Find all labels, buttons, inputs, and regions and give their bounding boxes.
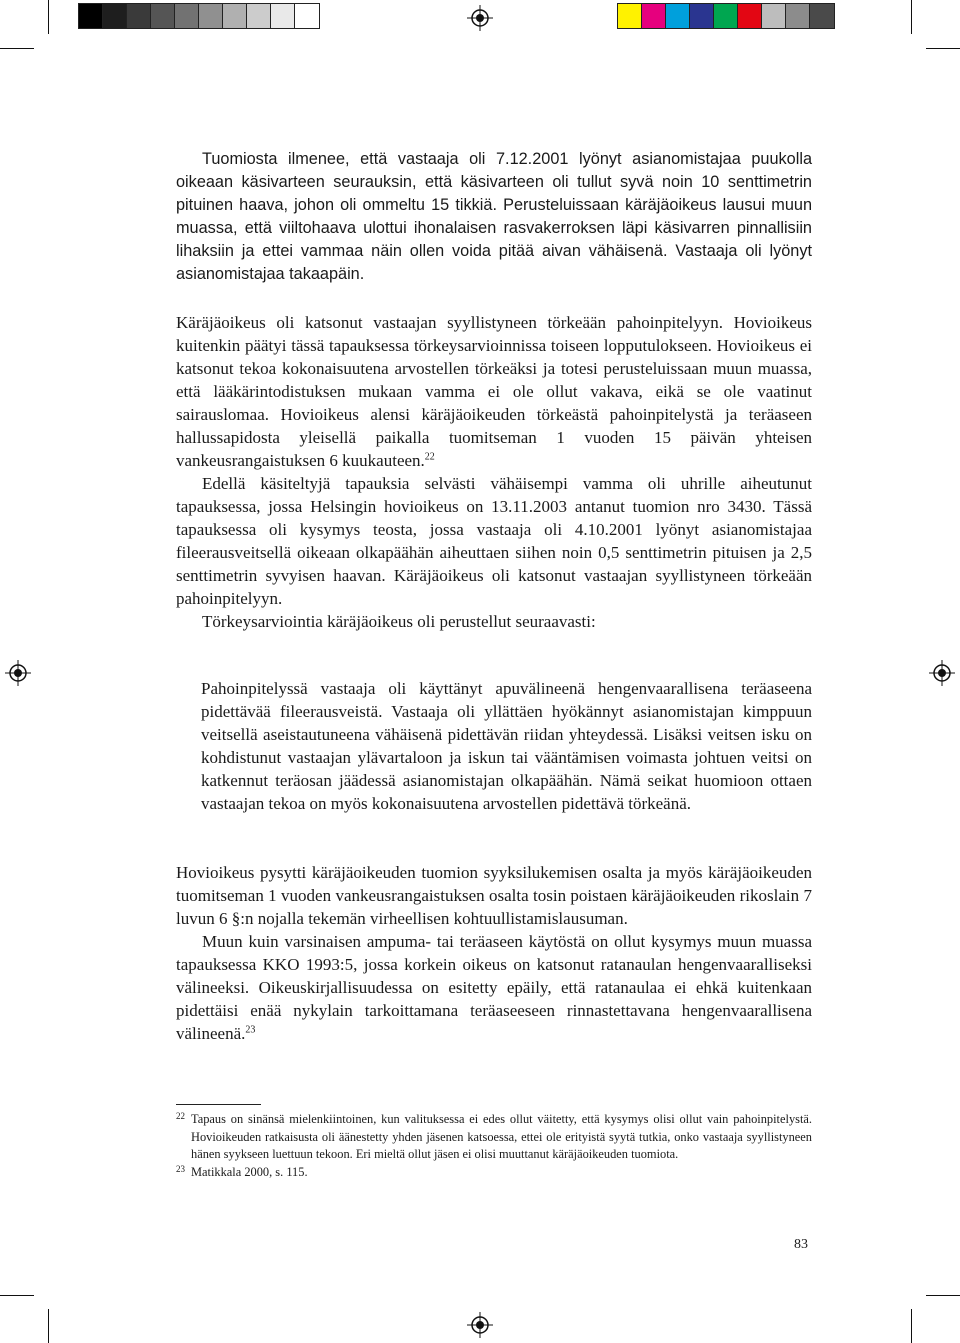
footnote-ref: 23 — [245, 1024, 256, 1036]
paragraph-case-facts: Tuomiosta ilmenee, että vastaaja oli 7.12.2001 lyönyt asianomistajaa puukolla oikeaan käsivarteen seurauksin, että käsivarteen oli tullut syvä noin 10 senttimetrin pituinen haava, johon oli ommeltu 15 tikkiä. Perusteluissaan käräjäoikeus lausui muun muassa, että viiltohaava ulottui ihonalaisen rasvakerroksen läpi käsivarren pinnallisiin lihaksiin ja ettei vammaa näin ollen voida pitää aivan vähäisenä. Vastaaja oli lyönyt asianomistajaa takaapäin. — [176, 150, 812, 283]
color-swatch — [151, 4, 175, 28]
paragraph-court-assessment — [176, 311, 812, 472]
page-body — [176, 148, 812, 286]
crop-mark — [926, 48, 960, 49]
color-swatch — [666, 4, 690, 28]
registration-mark-icon — [5, 660, 31, 686]
crop-mark — [911, 1309, 912, 1343]
color-swatch — [738, 4, 762, 28]
crop-mark — [48, 1309, 49, 1343]
footnote-ref: 22 — [424, 451, 435, 463]
registration-mark-icon — [929, 660, 955, 686]
footnote-number: 22 — [176, 1111, 185, 1121]
color-swatch — [762, 4, 786, 28]
paragraph-quote-intro: Törkeysarviointia käräjäoikeus oli perustellut seuraavasti: — [202, 612, 596, 631]
page-body — [176, 677, 812, 815]
paragraph-text: Käräjäoikeus oli katsonut vastaajan syyllistyneen törkeään pahoinpitelyyn. Hovioikeus kuitenkin päätyi tässä tapauksessa törkeysarvioinnissa toiseen lopputulokseen. Hovioikeus ei katsonut tekoa kokonaisuutena arvostellen törkeäksi ja totesi perusteluissaan muun muassa, että lääkärintodistuksen mukaan vamma ei ole ollut vakava, eikä se ole vaatinut sairauslomaa. Hovioikeus alensi käräjäoikeuden törkeästä pahoinpitelystä ja teräaseen hallussapidosta yleisellä paikalla tuomitseman 1 vuoden 15 päivän yhteisen vankeusrangaistuksen 6 kuukauteen. — [176, 313, 812, 470]
block-quote: Pahoinpitelyssä vastaaja oli käyttänyt apuvälineenä hengenvaarallisena teräaseena pidettävää fileerausveistä. Vastaaja oli yllättäen hyökännyt asianomistajan kimppuun veitsellä aseistautuneena vähäisenä pidettävän riidan yhteydessä. Lisäksi veitsen isku on kohdistunut vastaajan ylävartaloon ja iskun tai vääntämisen voimasta johtuen veitsi on katkennut teräosan jäädessä asianomistajan olkapäähän. Nämä seikat huomioon ottaen vastaajan tekoa on myös kokonaisuutena arvostellen pidettävä törkeänä. — [201, 679, 812, 813]
color-swatch — [295, 4, 319, 28]
footnote-text: Tapaus on sinänsä mielenkiintoinen, kun valituksessa ei edes ollut väitetty, että kysymys olisi ollut vain pahoinpitelystä. Hovioikeuden ratkaisusta oli äänestetty yhden jäsenen katsoessa, ettei ole erityistä syytä tutkia, onko vastaaja syyllistyneen hänen syykseen luettuun tekoon. Eri mieltä ollut jäsen ei olisi muuttanut käräjäoikeuden tuomiota. — [191, 1112, 812, 1161]
grayscale-color-bar — [78, 3, 320, 29]
color-swatch — [642, 4, 666, 28]
crop-mark — [926, 1295, 960, 1296]
crop-mark — [0, 48, 34, 49]
footnotes — [176, 1111, 812, 1181]
paragraph-text: Muun kuin varsinaisen ampuma- tai teräaseen käytöstä on ollut kysymys muun muassa tapauksessa KKO 1993:5, jossa korkein oikeus on katsonut ratanaulan hengenvaaralliseksi välineeksi. Oikeuskirjallisuudessa on esitetty epäily, että ratanaulaa ei ehkä kuitenkaan pidettäisi enää nykylain tarkoittamana teräaseeseen rinnastettavana hengenvaarallisena välineenä. — [176, 932, 812, 1043]
color-swatch — [810, 4, 834, 28]
footnote-text: Matikkala 2000, s. 115. — [191, 1164, 308, 1179]
color-swatch — [103, 4, 127, 28]
crop-mark — [0, 1295, 34, 1296]
color-swatch — [786, 4, 810, 28]
color-swatch — [271, 4, 295, 28]
paragraph-rail-nail — [176, 930, 812, 1045]
crop-mark — [911, 0, 912, 34]
crop-mark — [48, 0, 49, 34]
color-swatch — [223, 4, 247, 28]
color-swatch — [618, 4, 642, 28]
color-swatch — [199, 4, 223, 28]
registration-mark-icon — [467, 5, 493, 31]
paragraph-second-case: Edellä käsiteltyjä tapauksia selvästi vähäisempi vamma oli uhrille aiheutunut tapauksessa, jossa Helsingin hovioikeus on 13.11.2003 antanut tuomion nro 3430. Tässä tapauksessa oli kysymys teosta, jossa vastaaja oli 4.10.2001 lyönyt asianomistajaa fileerausveitsellä oikeaan olkapäähän aiheuttaen siihen noin 0,5 senttimetrin pituisen ja 2,5 senttimetrin syvyisen haavan. Käräjäoikeus oli katsonut vastaajan syyllistyneen törkeään pahoinpitelyyn. — [176, 474, 812, 608]
process-color-bar — [617, 3, 835, 29]
color-swatch — [79, 4, 103, 28]
page-number: 83 — [794, 1237, 808, 1252]
page-body — [176, 311, 812, 633]
color-swatch — [714, 4, 738, 28]
color-swatch — [175, 4, 199, 28]
color-swatch — [690, 4, 714, 28]
footnote — [176, 1164, 812, 1182]
paragraph-appeal-result: Hovioikeus pysytti käräjäoikeuden tuomion syyksilukemisen osalta ja myös käräjäoikeuden tuomitseman 1 vuoden vankeusrangaistuksen osalta tosin poistaen käräjäoikeuden rikoslain 7 luvun 6 §:n nojalla tekemän virheellisen kohtuullistamislausuman. — [176, 863, 812, 928]
footnote-number: 23 — [176, 1163, 185, 1174]
color-swatch — [127, 4, 151, 28]
color-swatch — [247, 4, 271, 28]
page-body — [176, 861, 812, 1045]
registration-mark-icon — [467, 1312, 493, 1338]
footnote — [176, 1111, 812, 1164]
footnote-divider — [176, 1104, 261, 1105]
